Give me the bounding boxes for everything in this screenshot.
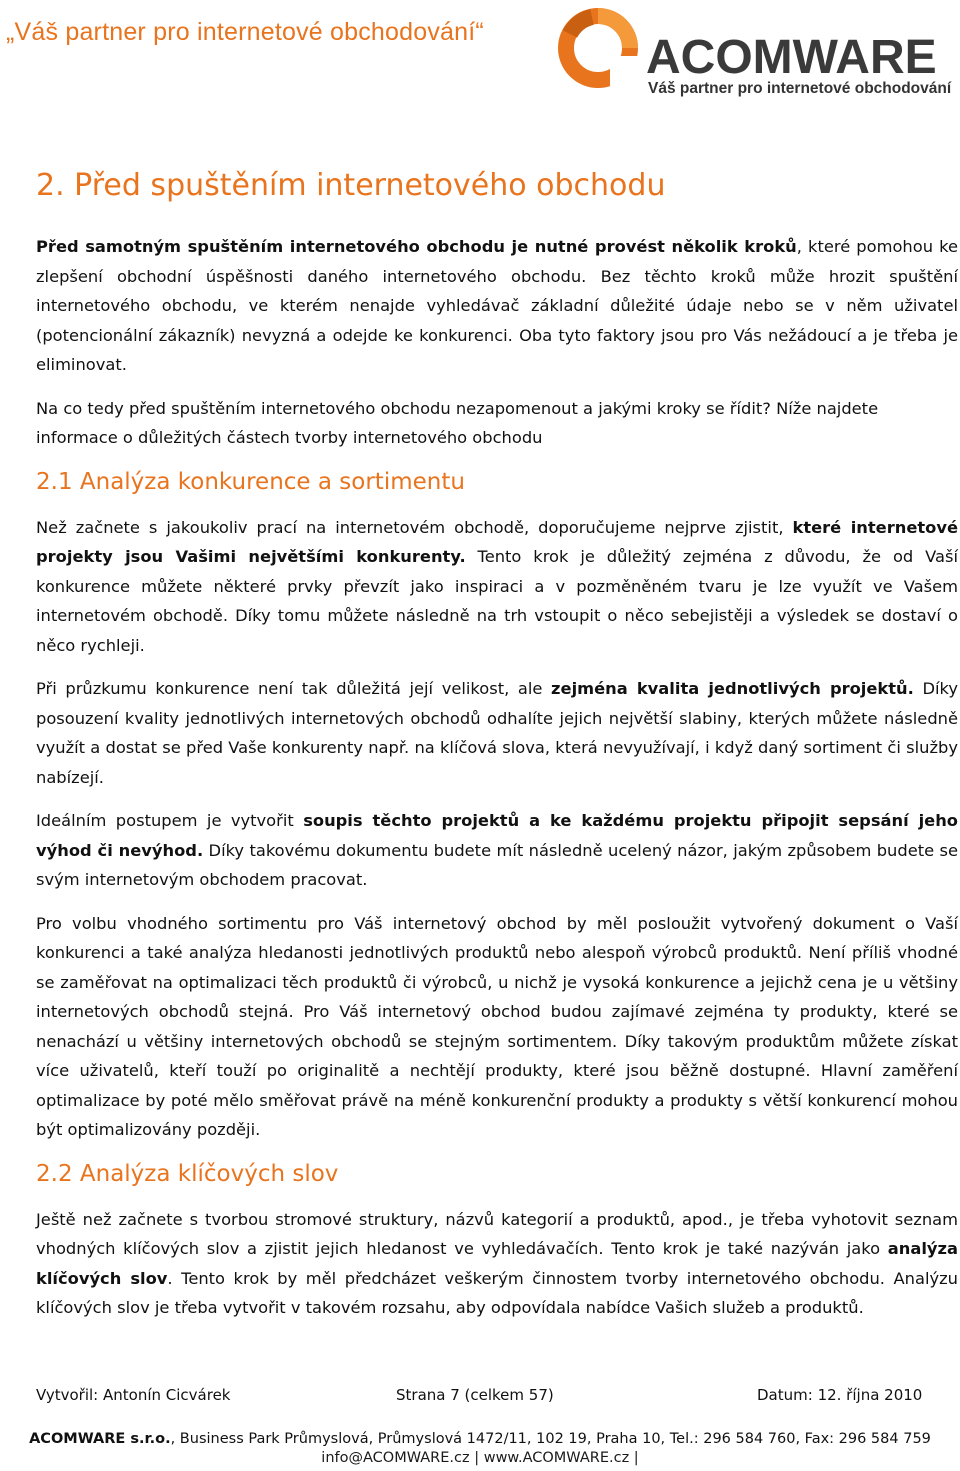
footer-company <box>0 1431 960 1447</box>
text: Než začnete s jakoukoliv prací na internetovém obchodě, doporučujeme nejprve zjistit, <box>36 517 793 537</box>
section1-paragraph-1 <box>36 513 958 661</box>
section1-paragraph-2 <box>36 674 958 792</box>
text: Ideálním postupem je vytvořit <box>36 811 304 830</box>
company-logo <box>552 4 950 104</box>
footer-company-name: ACOMWARE s.r.o. <box>29 1431 171 1447</box>
logo-ring-icon <box>552 4 644 96</box>
intro-paragraph-1 <box>36 232 958 380</box>
logo-tagline: Váš partner pro internetové obchodování <box>648 80 952 97</box>
footer-page-number: Strana 7 (celkem 57) <box>396 1386 554 1404</box>
footer-contacts: info@ACOMWARE.cz | www.ACOMWARE.cz | <box>321 1450 639 1466</box>
text: Při průzkumu konkurence není tak důležitá její velikost, ale <box>36 679 552 698</box>
text: Ještě než začnete s tvorbou stromové struktury, názvů kategorií a produktů, apod., je třeba vyhotovit seznam vhodných klíčových slov a zjistit jejich hledanost ve vyhledávačích. Tento krok je také nazýván jako <box>36 1209 958 1258</box>
logo-brand: ACOMWARE <box>646 31 937 84</box>
intro-paragraph-2: Na co tedy před spuštěním internetového obchodu nezapomenout a jakými kroky se řídit? Níže najdete informace o důležitých částech tvorby internetového obchodu <box>36 398 879 447</box>
section-heading-2-2: 2.2 Analýza klíčových slov <box>36 1160 339 1187</box>
section1-paragraph-3 <box>36 806 958 895</box>
section1-paragraph-4: Pro volbu vhodného sortimentu pro Váš internetový obchod by měl posloužit vytvořený dokument o Vaší konkurenci a také analýza hledanosti jednotlivých produktů nebo alespoň výrobců produktů. Není příliš vhodné se zaměřovat na optimalizaci těch produktů či výrobců, u nichž je vysoká konkurence a jejichž cena je u většiny internetových obchodů stejná. Pro Váš internetový obchod budou zajímavé zejména ty produkty, které se nenachází u většiny internetových obchodů se stejným sortimentem. Díky takovým produktům můžete získat více uživatelů, kteří touží po originalitě a nechtějí produkty, které jsou běžně dostupné. Hlavní zaměření optimalizace by poté mělo směřovat právě na méně konkurenční produkty a produkty s větší konkurencí mohou být optimalizovány později. <box>36 913 958 1139</box>
intro-bold: Před samotným spuštěním internetového obchodu je nutné provést několik kroků <box>36 237 797 256</box>
bold-text: které internetové projekty jsou Vašimi největšími konkurenty. <box>36 517 958 566</box>
section2-paragraph-1 <box>36 1205 958 1323</box>
text: . Tento krok by měl předcházet veškerým činnostem tvorby internetového obchodu. Analýzu klíčových slov je třeba vytvořit v takovém rozsahu, aby odpovídala nabídce Vašich služeb a produktů. <box>36 1268 958 1317</box>
text: Tento krok je důležitý zejména z důvodu, že od Vaší konkurence můžete některé prvky převzít jako inspiraci a v pozměněném tvaru je lze využít ve Vašem internetovém obchodě. Díky tomu můžete následně na trh vstoupit o něco sebejistěji a výsledek se dostaví o něco rychleji. <box>36 547 958 655</box>
bold-text: analýza klíčových slov <box>36 1239 958 1288</box>
text: Díky posouzení kvality jednotlivých internetových obchodů odhalíte jejich největší slabiny, kterých můžete následně využít a dostat se před Vaše konkurenty např. na klíčová slova, která nevyužívají, i když daný sortiment či služby nabízejí. <box>36 679 959 787</box>
intro-text: , které pomohou ke zlepšení obchodní úspěšnosti daného internetového obchodu. Bez těchto kroků může hrozit spuštění internetového obchodu, ve kterém nenajde vyhledávač základní důležité údaje nebo se v něm uživatel (potencionální zákazník) nevyzná a odejde ke konkurenci. Oba tyto faktory jsou pro Vás nežádoucí a je třeba je eliminovat. <box>36 237 958 374</box>
footer-author: Vytvořil: Antonín Cicvárek <box>36 1386 231 1404</box>
bold-text: zejména kvalita jednotlivých projektů. <box>551 679 914 698</box>
footer-date: Datum: 12. října 2010 <box>757 1386 923 1404</box>
header-tagline: „Váš partner pro internetové obchodování“ <box>6 18 484 46</box>
bold-text: soupis těchto projektů a ke každému projektu připojit sepsání jeho výhod či nevýhod. <box>36 811 958 860</box>
footer-meta <box>36 1386 923 1408</box>
text: Díky takovému dokumentu budete mít následně ucelený názor, jakým způsobem budete se svým internetovým obchodem pracovat. <box>36 840 959 889</box>
document-body <box>36 232 958 1337</box>
footer-web-link[interactable]: www.ACOMWARE.cz <box>483 1450 630 1466</box>
footer-company-address: , Business Park Průmyslová, Průmyslová 1472/11, 102 19, Praha 10, Tel.: 296 584 760, Fax: 296 584 759 <box>170 1431 931 1447</box>
section-heading-2-1: 2.1 Analýza konkurence a sortimentu <box>36 468 465 495</box>
page-title: 2. Před spuštěním internetového obchodu <box>36 168 666 203</box>
footer-email-link[interactable]: info@ACOMWARE.cz <box>321 1450 470 1466</box>
